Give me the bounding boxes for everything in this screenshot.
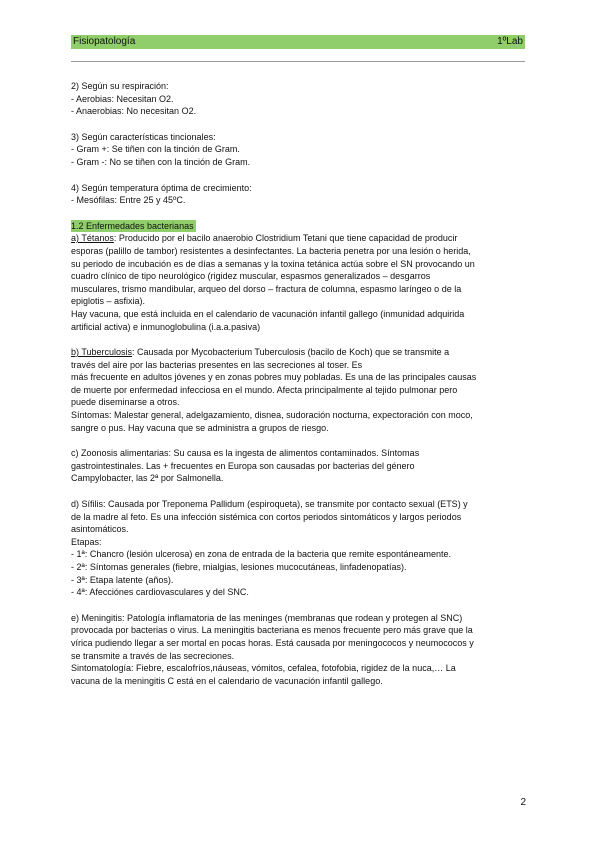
tetanos-text: cuadro clínico de tipo neurológico (rigidez muscular, espasmos generalizados – desgarros [71, 271, 431, 282]
header-divider [71, 61, 525, 62]
tuberculosis-text: sangre o pus. Hay vacuna que se administra a grupos de riesgo. [71, 422, 329, 433]
zoonosis-text: gastrointestinales. Las + frecuentes en Europa son causadas por bacterias del género [71, 460, 415, 471]
zoonosis-text: Campylobacter, las 2ª por Salmonella. [71, 473, 224, 484]
meningitis-text: : Patología inflamatoria de las meninges (membranas que rodean y protegen al SNC) [122, 612, 463, 623]
tuberculosis-text: de muerte por enfermedad infecciosa en el mundo. Afecta principalmente al tejido pulmonar pero [71, 384, 458, 395]
document-body [71, 80, 529, 687]
zoonosis-label: c) Zoonosis alimentarias [71, 448, 169, 459]
sifilis-label: d) Sífilis [71, 499, 104, 510]
zoonosis-text: : Su causa es la ingesta de alimentos contaminados. Síntomas [168, 448, 420, 459]
tuberculosis-label: b) Tuberculosis [71, 347, 133, 358]
tetanos-text: esporas (palillo de tambor) resistentes a desinfectantes. La bacteria penetra por una lesión o herida, [71, 245, 471, 256]
page-header [71, 35, 525, 49]
sifilis-stage: - 2ª: Síntomas generales (fiebre, mialgias, lesiones mucocutáneas, linfadenopatías). [71, 562, 407, 572]
tuberculosis-text: Síntomas: Malestar general, adelgazamiento, disnea, sudoración nocturna, expectoración con moco, [71, 410, 473, 421]
tuberculosis-text: más frecuente en adultos jóvenes y en zonas pobres muy pobladas. Es una de las principales causas [71, 372, 477, 383]
page-number: 2 [520, 797, 526, 808]
sifilis-stage: - 1ª: Chancro (lesión ulcerosa) en zona de entrada de la bacteria que remite espontáneamente. [71, 549, 452, 560]
meningitis-text: se transmite a través de las secreciones. [71, 650, 235, 661]
respiration-item: - Anaerobias: No necesitan O2. [71, 106, 197, 117]
temperature-heading: 4) Según temperatura óptima de crecimiento: [71, 182, 252, 193]
section-title: 1.2 Enfermedades bacterianas [71, 220, 194, 231]
meningitis-label: e) Meningitis [71, 612, 123, 623]
tetanos-text: Hay vacuna, que está incluida en el calendario de vacunación infantil gallego (inmunidad adquirida [71, 308, 465, 319]
tuberculosis-text: : Causada por Mycobacterium Tuberculosis (bacilo de Koch) que se transmite a [132, 347, 450, 358]
tuberculosis-text: través del aire por las bacterias presentes en las secreciones al toser. Es [71, 359, 363, 370]
respiration-heading: 2) Según su respiración: [71, 81, 169, 91]
meningitis-text: provocada por bacterias o virus. La meningitis bacteriana es menos frecuente pero más grave que la [71, 625, 473, 636]
sifilis-text: : Causada por Treponema Pallidum (espiroqueta), se transmite por contacto sexual (ETS) y [103, 499, 468, 510]
sifilis-text: asintomáticos. [71, 524, 129, 535]
meningitis-text: Sintomatología: Fiebre, escalofríos,náuseas, vómitos, cefalea, fotofobia, rigidez de la nuca,… La [71, 663, 456, 674]
tuberculosis-text: puede diseminarse a otros. [71, 397, 180, 408]
temperature-item: - Mesófilas: Entre 25 y 45ºC. [71, 195, 186, 206]
tetanos-text: musculares, trismo mandibular, arqueo del dorso – fractura de columna, espasmo laríngeo o de la [71, 283, 462, 294]
sifilis-stage: - 4ª: Afecciónes cardiovasculares y del SNC. [71, 587, 249, 598]
tetanos-label: a) Tétanos [71, 233, 114, 244]
meningitis-text: vacuna de la meningitis C está en el calendario de vacunación infantil gallego. [71, 675, 383, 686]
tetanos-text: : Producido por el bacilo anaerobio Clostridium Tetani que tiene capacidad de producir [113, 233, 458, 244]
sifilis-text: de la madre al feto. Es una infección sistémica con cortos periodos sintomáticos y largos periodos [71, 511, 462, 522]
header-title: Fisiopatología [73, 36, 136, 47]
staining-heading: 3) Según características tincionales: [71, 131, 216, 142]
staining-item: - Gram +: Se tiñen con la tinción de Gram. [71, 144, 240, 155]
staining-item: - Gram -: No se tiñen con la tinción de Gram. [71, 156, 251, 167]
respiration-item: - Aerobias: Necesitan O2. [71, 93, 174, 104]
meningitis-text: vírica pudiendo llegar a ser mortal en pocas horas. Está causada por meningococos y neumococos y [71, 637, 474, 648]
sifilis-text: Etapas: [71, 536, 102, 547]
header-course: 1ºLab [497, 36, 523, 47]
tetanos-text: su periodo de incubación es de días a semanas y la toxina tetánica actúa sobre el SN provocando un [71, 258, 475, 269]
tetanos-text: artificial activa) e inmunoglobulina (i.a.a.pasiva) [71, 321, 261, 332]
sifilis-stage: - 3ª: Etapa latente (años). [71, 574, 174, 585]
tetanos-text: epiglotis – asfixia). [71, 296, 146, 307]
